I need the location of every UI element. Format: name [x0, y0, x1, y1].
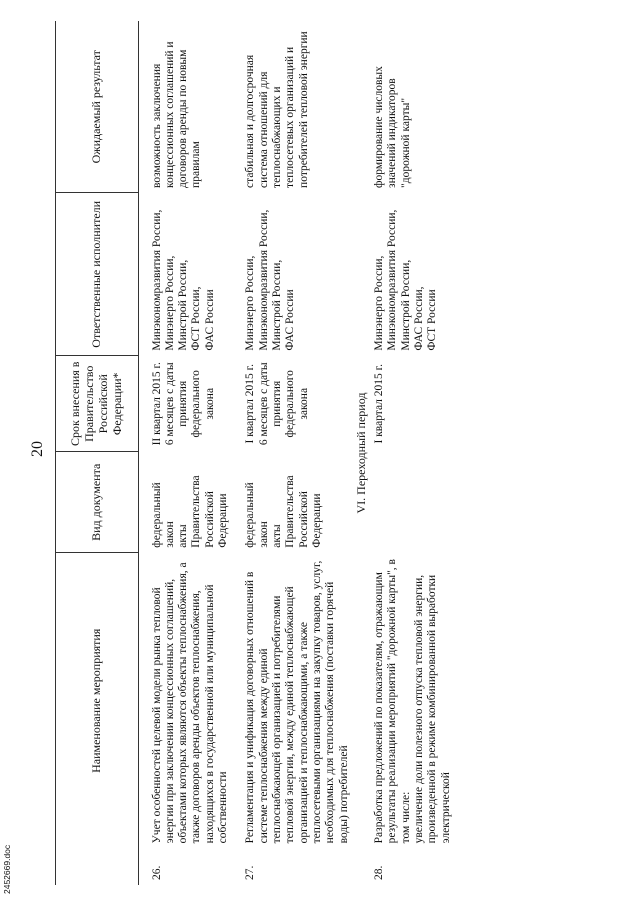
- row-deadline: I квартал 2015 г. 6 месяцев с даты принятия федерального закона: [244, 362, 310, 446]
- table-row: [149, 21, 233, 885]
- row-responsible: Минэкономразвития России, Минэнерго России, Минстрой России, ФСТ России, ФАС России: [150, 209, 216, 351]
- table-row: [242, 21, 353, 885]
- document-code: 2452669.doc: [2, 844, 12, 894]
- row-deadline: II квартал 2015 г. 6 месяцев с даты принятия федерального закона: [150, 362, 216, 446]
- row-number: 28.: [373, 865, 385, 880]
- header-result: Ожидаемый результат: [56, 21, 139, 193]
- row-result: возможность заключения концессионных соглашений и договоров аренды по новым правилам: [150, 41, 203, 188]
- row-responsible: Минэнерго России, Минэкономразвития России, Минстрой России, ФАС России, ФСТ России: [373, 209, 439, 351]
- rotated-content: [55, 21, 615, 885]
- row-result: стабильная и долгосрочная система отношений для теплоснабжающих и теплосетевых организаций и потребителей тепловой энергии: [244, 31, 310, 188]
- row-result: формирование числовых значений индикаторов "дорожной карты": [373, 66, 412, 188]
- row-number: 27.: [244, 865, 257, 880]
- row-type: федеральный закон акты Правительства Российской Федерации: [150, 475, 230, 548]
- row-name: Регламентация и унификация договорных отношений в системе теплоснабжения между единой теплоснабжающей организацией и потребителями тепловой энергии, между единой теплоснабжающей организацией и теплоснабжающими, а также теплосетевыми организациями на закупку товаров, услуг, необходимых для теплоснабжения (поставки горячей воды) потребителей: [244, 560, 350, 844]
- section-title: VI. Переходный период: [354, 392, 369, 514]
- row-type: [371, 452, 455, 553]
- page-number: 20: [29, 441, 46, 457]
- header-deadline: Срок внесения в Правительство Российской Федерации*: [56, 356, 139, 452]
- row-type: федеральный закон акты Правительства Российской Федерации: [244, 475, 324, 548]
- table-header-row: [56, 21, 139, 885]
- row-name: Разработка предложений по показателям, отражающим результаты реализации мероприятий "дорожной карты", в том числе: увеличение доли полезного отпуска тепловой энергии, произведенной в режиме комбинированной выработки электрической: [373, 559, 452, 844]
- table-row: [371, 21, 455, 885]
- header-type: Вид документа: [56, 452, 139, 553]
- header-responsible: Ответственные исполнители: [56, 193, 139, 356]
- measures-table: [55, 21, 455, 885]
- header-name: Наименование мероприятия: [56, 553, 139, 849]
- row-deadline: I квартал 2015 г.: [373, 364, 385, 444]
- row-number: 26.: [150, 865, 163, 880]
- row-responsible: Минэнерго России, Минэкономразвития России, Минстрой России, ФАС России: [244, 209, 297, 351]
- row-name: Учет особенностей целевой модели рынка тепловой энергии при заключении концессионных соглашений, объектами которых являются объекты теплоснабжения, а также договоров аренды объектов теплоснабжения, находящихся в государственной или муниципальной собственности: [150, 562, 230, 844]
